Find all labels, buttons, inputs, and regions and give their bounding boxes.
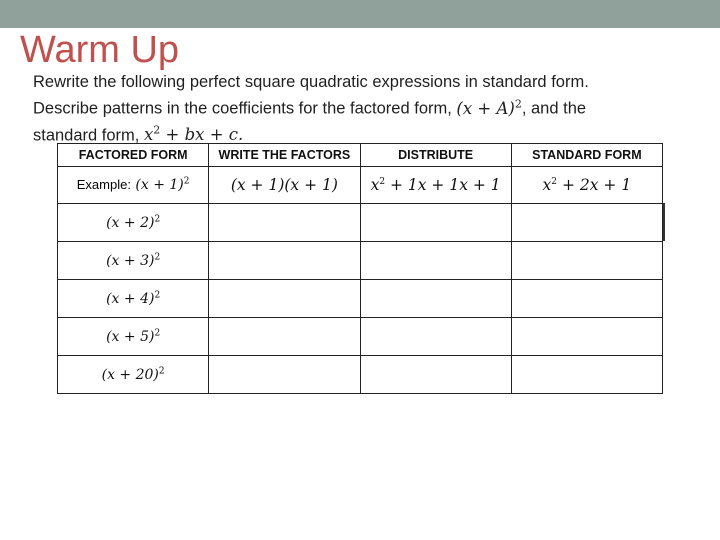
example-distribute: [371, 176, 501, 194]
table-row: [58, 356, 663, 394]
example-factored-cell: [58, 167, 209, 204]
distribute-cell[interactable]: [360, 280, 511, 318]
standard-form-exponent: 2: [153, 123, 161, 137]
example-factors: (x + 1)(x + 1): [230, 175, 338, 194]
write-factors-cell[interactable]: [209, 356, 360, 394]
example-standard: [543, 176, 632, 194]
distribute-cell[interactable]: [360, 356, 511, 394]
factored-base: (x + 4): [106, 290, 155, 307]
example-factored: [135, 177, 189, 193]
header-row: [58, 144, 663, 167]
factored-exponent: 2: [154, 327, 161, 338]
factored-form-expression: [456, 99, 521, 118]
standard-form-cell[interactable]: [511, 204, 662, 242]
factored-exponent: 2: [154, 251, 161, 262]
example-distribute-x: x: [370, 175, 380, 194]
example-standard-x: x: [542, 175, 552, 194]
instructions-line-3-prefix: standard form,: [33, 126, 144, 144]
worksheet: [57, 143, 663, 394]
factored-expression: [106, 329, 160, 345]
slide-title: Warm Up: [20, 29, 180, 71]
write-factors-cell[interactable]: [209, 280, 360, 318]
example-standard-rest: + 2x + 1: [557, 175, 632, 194]
header-factored-form: FACTORED FORM: [58, 144, 209, 167]
table-row: [58, 204, 663, 242]
standard-form-cell[interactable]: [511, 242, 662, 280]
distribute-cell[interactable]: [360, 204, 511, 242]
factored-exponent: 2: [154, 213, 161, 224]
example-label: Example:: [76, 177, 131, 192]
example-standard-exponent: 2: [551, 176, 558, 187]
factored-form-cell: [58, 204, 209, 242]
instructions: [33, 72, 673, 146]
distribute-cell[interactable]: [360, 242, 511, 280]
standard-form-rest: + bx + c.: [160, 125, 244, 144]
factored-base: (x + 3): [106, 252, 155, 269]
factored-expression: [106, 215, 160, 231]
factored-form-cell: [58, 318, 209, 356]
instructions-line-2-prefix: Describe patterns in the coefficients for the factored form,: [33, 99, 457, 118]
factored-form-cell: [58, 356, 209, 394]
header-standard-form: STANDARD FORM: [511, 144, 662, 167]
write-factors-cell[interactable]: [209, 204, 360, 242]
standard-form-cell[interactable]: [511, 356, 662, 394]
factored-expression: [106, 253, 160, 269]
top-banner: [0, 0, 720, 28]
instructions-line-1: Rewrite the following perfect square quadratic expressions in standard form.: [33, 73, 589, 91]
standard-form-expression: [144, 125, 243, 144]
factored-form-cell: [58, 280, 209, 318]
write-factors-cell[interactable]: [209, 242, 360, 280]
table-row: [58, 242, 663, 280]
example-factors-cell: [209, 167, 360, 204]
table-row: [58, 318, 663, 356]
standard-form-x: x: [143, 125, 154, 144]
factored-form-base: (x + A): [456, 98, 515, 118]
factored-base: (x + 5): [106, 328, 155, 345]
factored-expression: [102, 367, 165, 383]
worksheet-table: [57, 143, 663, 394]
instructions-line-2: [33, 93, 673, 120]
instructions-line-2-suffix: , and the: [521, 99, 587, 118]
example-distribute-exponent: 2: [379, 176, 386, 187]
example-row: [58, 167, 663, 204]
example-distribute-cell: [360, 167, 511, 204]
scan-edge-mark: [663, 203, 665, 241]
factored-form-exponent: 2: [514, 97, 522, 110]
example-standard-cell: [511, 167, 662, 204]
factored-expression: [106, 291, 160, 307]
standard-form-cell[interactable]: [511, 280, 662, 318]
distribute-cell[interactable]: [360, 318, 511, 356]
write-factors-cell[interactable]: [209, 318, 360, 356]
table-row: [58, 280, 663, 318]
factored-base: (x + 2): [106, 214, 155, 231]
factored-exponent: 2: [158, 365, 165, 376]
header-write-the-factors: WRITE THE FACTORS: [209, 144, 360, 167]
example-distribute-rest: + 1x + 1x + 1: [385, 175, 501, 194]
standard-form-cell[interactable]: [511, 318, 662, 356]
factored-base: (x + 20): [101, 366, 159, 383]
factored-form-cell: [58, 242, 209, 280]
factored-exponent: 2: [154, 289, 161, 300]
example-factored-exponent: 2: [183, 176, 190, 187]
example-factored-base: (x + 1): [135, 177, 184, 193]
header-distribute: DISTRIBUTE: [360, 144, 511, 167]
